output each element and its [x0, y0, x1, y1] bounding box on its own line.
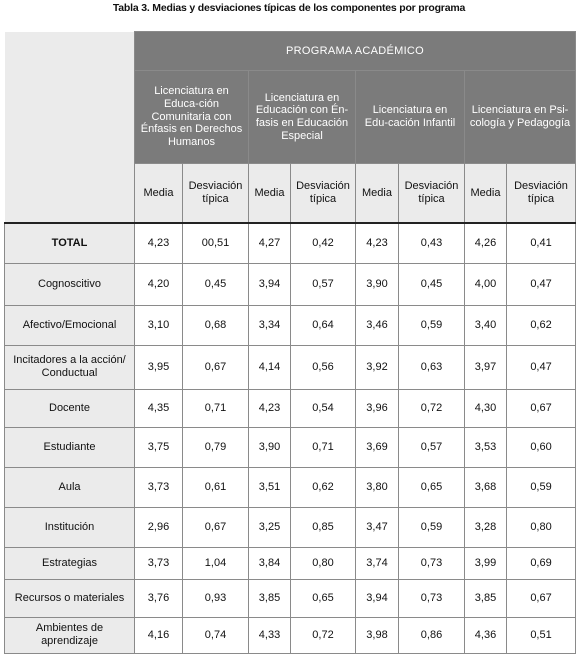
sd-cell: 0,47: [507, 263, 576, 305]
sd-cell: 0,72: [399, 389, 465, 427]
mean-header: Media: [356, 164, 399, 224]
row-label: Recursos o materiales: [5, 579, 135, 617]
mean-cell: 4,20: [135, 263, 183, 305]
program-header: Licenciatura en Edu-cación Infantil: [356, 71, 465, 164]
mean-cell: 3,95: [135, 345, 183, 389]
mean-cell: 3,51: [249, 467, 291, 507]
mean-cell: 4,14: [249, 345, 291, 389]
table-row: [5, 617, 576, 653]
sd-cell: 0,67: [507, 389, 576, 427]
sd-cell: 0,73: [399, 579, 465, 617]
mean-cell: 3,94: [356, 579, 399, 617]
sd-cell: 0,69: [507, 547, 576, 579]
table-row: [5, 345, 576, 389]
mean-cell: 3,76: [135, 579, 183, 617]
sd-cell: 0,61: [183, 467, 249, 507]
mean-cell: 4,36: [465, 617, 507, 653]
program-header: Licenciatura en Educa-ción Comunitaria con Énfasis en Derechos Humanos: [135, 71, 249, 164]
mean-cell: 3,85: [249, 579, 291, 617]
sd-cell: 0,54: [291, 389, 356, 427]
row-label: Estrategias: [5, 547, 135, 579]
mean-cell: 3,69: [356, 427, 399, 467]
row-label: Docente: [5, 389, 135, 427]
row-label: Ambientes de aprendizaje: [5, 617, 135, 653]
row-label: Aula: [5, 467, 135, 507]
sd-cell: 0,80: [507, 507, 576, 547]
sd-cell: 0,60: [507, 427, 576, 467]
mean-cell: 3,98: [356, 617, 399, 653]
sd-cell: 0,93: [183, 579, 249, 617]
mean-cell: 4,35: [135, 389, 183, 427]
mean-cell: 3,74: [356, 547, 399, 579]
sd-cell: 0,41: [507, 223, 576, 263]
mean-cell: 3,25: [249, 507, 291, 547]
sd-cell: 0,45: [399, 263, 465, 305]
mean-cell: 3,68: [465, 467, 507, 507]
mean-cell: 3,96: [356, 389, 399, 427]
mean-header: Media: [249, 164, 291, 224]
mean-cell: 3,47: [356, 507, 399, 547]
mean-cell: 3,92: [356, 345, 399, 389]
mean-cell: 4,30: [465, 389, 507, 427]
components-table: [4, 31, 576, 654]
sd-cell: 0,86: [399, 617, 465, 653]
mean-cell: 3,97: [465, 345, 507, 389]
sd-cell: 0,43: [399, 223, 465, 263]
table-body: [5, 223, 576, 653]
sd-cell: 0,59: [399, 305, 465, 345]
sd-cell: 0,45: [183, 263, 249, 305]
sd-header: Desviación típica: [507, 164, 576, 224]
mean-header: Media: [465, 164, 507, 224]
mean-cell: 4,23: [356, 223, 399, 263]
program-header: Licenciatura en Psi-cología y Pedagogía: [465, 71, 576, 164]
sd-cell: 0,59: [507, 467, 576, 507]
row-label: Afectivo/Emocional: [5, 305, 135, 345]
program-header: Licenciatura en Educación con Én-fasis en Educación Especial: [249, 71, 356, 164]
sd-cell: 0,57: [291, 263, 356, 305]
mean-cell: 3,28: [465, 507, 507, 547]
mean-cell: 4,27: [249, 223, 291, 263]
mean-cell: 4,23: [249, 389, 291, 427]
mean-cell: 3,90: [249, 427, 291, 467]
table-row: [5, 263, 576, 305]
sd-cell: 00,51: [183, 223, 249, 263]
sd-cell: 0,65: [291, 579, 356, 617]
row-label: Institución: [5, 507, 135, 547]
sd-cell: 0,42: [291, 223, 356, 263]
sd-cell: 0,63: [399, 345, 465, 389]
mean-cell: 3,99: [465, 547, 507, 579]
mean-cell: 4,23: [135, 223, 183, 263]
sd-cell: 0,51: [507, 617, 576, 653]
sd-cell: 0,71: [291, 427, 356, 467]
sd-cell: 0,67: [183, 345, 249, 389]
mean-cell: 3,84: [249, 547, 291, 579]
mean-cell: 3,85: [465, 579, 507, 617]
sd-cell: 0,85: [291, 507, 356, 547]
sd-header: Desviación típica: [291, 164, 356, 224]
sd-cell: 0,64: [291, 305, 356, 345]
mean-cell: 3,40: [465, 305, 507, 345]
sd-cell: 0,59: [399, 507, 465, 547]
mean-cell: 4,26: [465, 223, 507, 263]
sd-cell: 0,56: [291, 345, 356, 389]
sd-cell: 0,72: [291, 617, 356, 653]
sd-cell: 0,73: [399, 547, 465, 579]
sd-cell: 0,47: [507, 345, 576, 389]
table-row: [5, 427, 576, 467]
mean-cell: 2,96: [135, 507, 183, 547]
sd-cell: 0,62: [507, 305, 576, 345]
mean-cell: 3,34: [249, 305, 291, 345]
sd-cell: 1,04: [183, 547, 249, 579]
row-label: TOTAL: [5, 223, 135, 263]
row-label: Incitadores a la acción/ Conductual: [5, 345, 135, 389]
table-row: [5, 507, 576, 547]
mean-cell: 3,46: [356, 305, 399, 345]
sd-cell: 0,57: [399, 427, 465, 467]
row-label: Estudiante: [5, 427, 135, 467]
mean-cell: 3,80: [356, 467, 399, 507]
sd-cell: 0,62: [291, 467, 356, 507]
mean-cell: 3,75: [135, 427, 183, 467]
table-row: [5, 223, 576, 263]
table-row: [5, 389, 576, 427]
sd-header: Desviación típica: [183, 164, 249, 224]
table-row: [5, 305, 576, 345]
mean-cell: 3,90: [356, 263, 399, 305]
sd-cell: 0,68: [183, 305, 249, 345]
table-row: [5, 547, 576, 579]
mean-header: Media: [135, 164, 183, 224]
header-corner: [5, 32, 135, 224]
mean-cell: 3,10: [135, 305, 183, 345]
mean-cell: 3,73: [135, 547, 183, 579]
row-label: Cognoscitivo: [5, 263, 135, 305]
program-group-header: PROGRAMA ACADÉMICO: [135, 32, 576, 71]
sd-cell: 0,67: [183, 507, 249, 547]
table-caption: Tabla 3. Medias y desviaciones típicas de los componentes por programa: [112, 2, 466, 14]
sd-cell: 0,80: [291, 547, 356, 579]
sd-header: Desviación típica: [399, 164, 465, 224]
mean-cell: 3,53: [465, 427, 507, 467]
sd-cell: 0,67: [507, 579, 576, 617]
sd-cell: 0,71: [183, 389, 249, 427]
mean-cell: 4,33: [249, 617, 291, 653]
sd-cell: 0,74: [183, 617, 249, 653]
mean-cell: 3,94: [249, 263, 291, 305]
mean-cell: 4,00: [465, 263, 507, 305]
sd-cell: 0,79: [183, 427, 249, 467]
mean-cell: 3,73: [135, 467, 183, 507]
mean-cell: 4,16: [135, 617, 183, 653]
table-row: [5, 579, 576, 617]
sd-cell: 0,65: [399, 467, 465, 507]
table-row: [5, 467, 576, 507]
